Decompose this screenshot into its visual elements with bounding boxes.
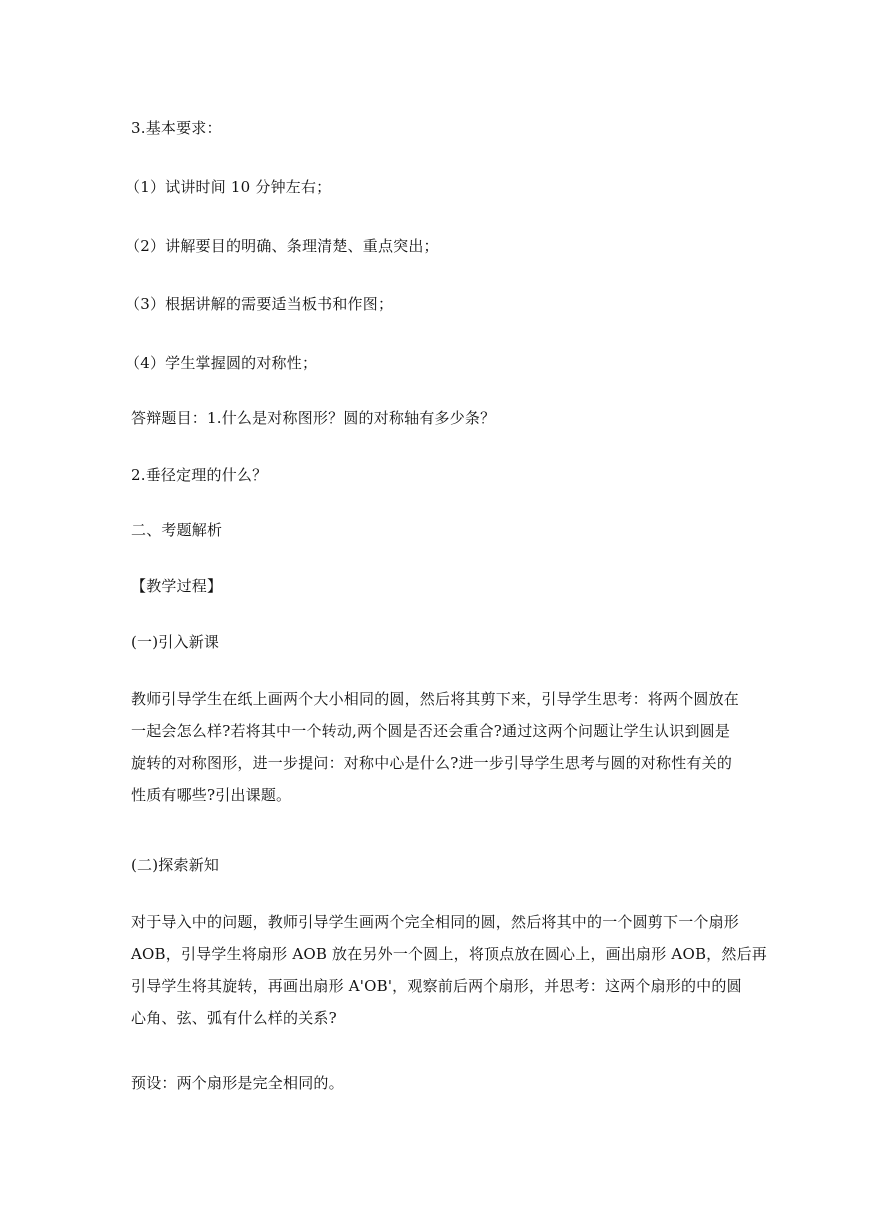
requirements-heading: 3.基本要求： — [131, 119, 222, 137]
requirement-item-2: （2）讲解要目的明确、条理清楚、重点突出； — [125, 237, 439, 255]
teaching-process-heading: 【教学过程】 — [131, 577, 223, 595]
section-heading-analysis: 二、考题解析 — [131, 521, 223, 539]
paragraph-line: 旋转的对称图形，进一步提问：对称中心是什么?进一步引导学生思考与圆的对称性有关的 — [131, 754, 733, 772]
paragraph-line: 心角、弦、弧有什么样的关系? — [131, 1009, 337, 1027]
defense-question-2: 2.垂径定理的什么？ — [131, 466, 268, 484]
paragraph-line: 对于导入中的问题，教师引导学生画两个完全相同的圆，然后将其中的一个圆剪下一个扇形 — [131, 913, 740, 931]
requirement-item-4: （4）学生掌握圆的对称性； — [125, 354, 318, 372]
part1-heading: (一)引入新课 — [131, 633, 220, 651]
paragraph-line: AOB，引导学生将扇形 AOB 放在另外一个圆上，将顶点放在圆心上，画出扇形 AOB，然后再 — [131, 945, 767, 963]
part2-paragraph — [131, 906, 767, 1034]
defense-question-1: 答辩题目：1.什么是对称图形？圆的对称轴有多少条？ — [131, 409, 496, 427]
requirement-item-1: （1）试讲时间 10 分钟左右； — [125, 178, 332, 196]
preset-answer: 预设：两个扇形是完全相同的。 — [131, 1074, 344, 1092]
part1-paragraph — [131, 683, 743, 811]
paragraph-line: 性质有哪些?引出课题。 — [131, 786, 292, 804]
paragraph-line: 教师引导学生在纸上画两个大小相同的圆，然后将其剪下来，引导学生思考：将两个圆放在 — [131, 690, 740, 708]
requirement-item-3: （3）根据讲解的需要适当板书和作图； — [125, 295, 394, 313]
part2-heading: (二)探索新知 — [131, 856, 220, 874]
paragraph-line: 一起会怎么样?若将其中一个转动,两个圆是否还会重合?通过这两个问题让学生认识到圆是 — [131, 722, 731, 740]
paragraph-line: 引导学生将其旋转，再画出扇形 A'OB'，观察前后两个扇形，并思考：这两个扇形的中的圆 — [131, 977, 742, 995]
